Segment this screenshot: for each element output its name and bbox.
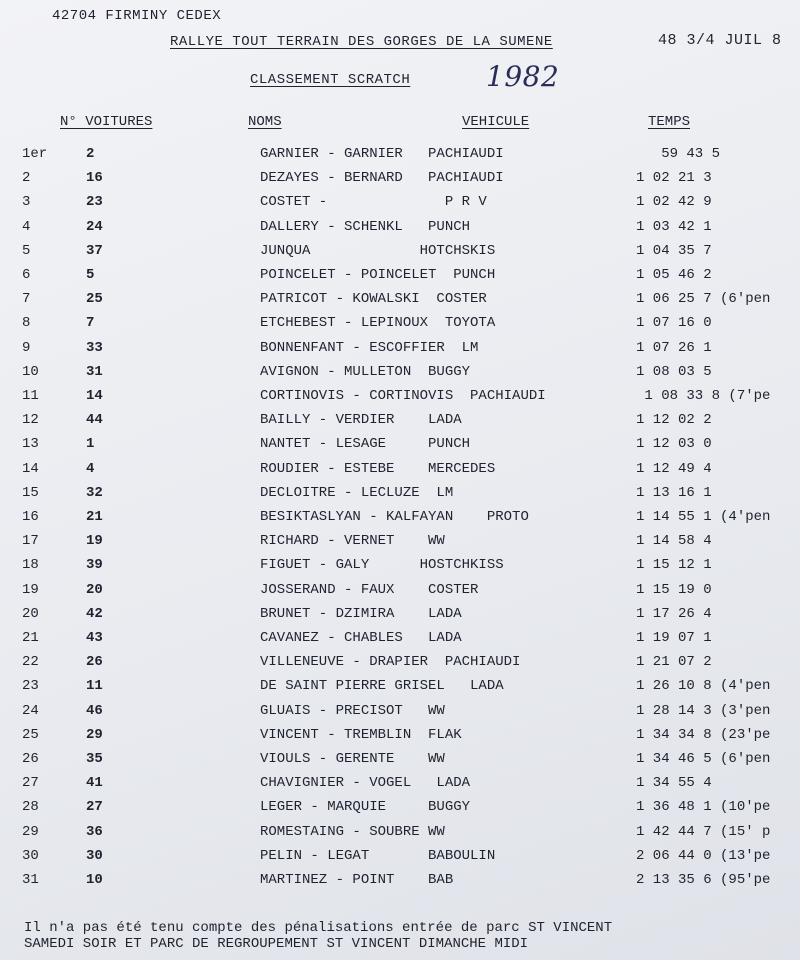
crew-vehicle-cell: LEGER - MARQUIE BUGGY — [260, 799, 471, 816]
rank-cell: 3 — [22, 194, 31, 211]
rank-cell: 27 — [22, 775, 39, 792]
rank-cell: 17 — [22, 533, 39, 550]
crew-vehicle-cell: JOSSERAND - FAUX COSTER — [260, 581, 479, 598]
time-cell: 1 05 46 2 — [636, 267, 712, 283]
time-cell: 1 42 44 7 (15' p — [636, 823, 771, 840]
crew-vehicle-cell: FIGUET - GALY HOSTCHKISS — [260, 557, 504, 574]
table-row — [0, 436, 800, 460]
column-header-temps: TEMPS — [648, 114, 691, 130]
table-row — [0, 775, 800, 799]
car-number-cell: 27 — [86, 799, 103, 816]
crew-vehicle-cell: CAVANEZ - CHABLES LADA — [260, 630, 462, 646]
rank-cell: 19 — [22, 581, 39, 598]
crew-vehicle-cell: NANTET - LESAGE PUNCH — [260, 436, 471, 453]
rank-cell: 11 — [22, 388, 39, 404]
rank-cell: 13 — [22, 436, 39, 453]
table-row — [0, 824, 800, 848]
table-row — [0, 170, 800, 194]
crew-vehicle-cell: CHAVIGNIER - VOGEL LADA — [260, 775, 471, 792]
address: 42704 FIRMINY CEDEX — [52, 8, 222, 24]
table-row — [0, 388, 800, 412]
rank-cell: 22 — [22, 654, 39, 671]
time-cell: 2 13 35 6 (95'pe — [636, 872, 771, 888]
rank-cell: 25 — [22, 726, 39, 743]
car-number-cell: 21 — [86, 509, 103, 525]
car-number-cell: 39 — [86, 557, 103, 574]
table-row — [0, 194, 800, 218]
car-number-cell: 29 — [86, 726, 103, 743]
rank-cell: 29 — [22, 823, 39, 840]
time-cell: 1 13 16 1 — [636, 484, 712, 501]
rank-cell: 31 — [22, 872, 39, 888]
rank-cell: 23 — [22, 678, 39, 695]
rank-cell: 28 — [22, 799, 39, 816]
table-row — [0, 703, 800, 727]
column-header-vehicule: VEHICULE — [462, 114, 530, 130]
car-number-cell: 16 — [86, 170, 103, 187]
time-cell: 1 12 03 0 — [636, 436, 712, 453]
time-cell: 1 07 16 0 — [636, 315, 712, 332]
rank-cell: 30 — [22, 847, 39, 864]
time-cell: 1 14 55 1 (4'pen — [636, 509, 771, 525]
car-number-cell: 14 — [86, 388, 103, 404]
footer-note-line-2: SAMEDI SOIR ET PARC DE REGROUPEMENT ST VINCENT DIMANCHE MIDI — [24, 936, 529, 952]
handwritten-year: 1982 — [486, 60, 560, 93]
crew-vehicle-cell: POINCELET - POINCELET PUNCH — [260, 267, 496, 283]
table-row — [0, 582, 800, 606]
crew-vehicle-cell: DEZAYES - BERNARD PACHIAUDI — [260, 170, 504, 187]
table-row — [0, 461, 800, 485]
crew-vehicle-cell: CORTINOVIS - CORTINOVIS PACHIAUDI — [260, 388, 546, 404]
car-number-cell: 32 — [86, 484, 103, 501]
crew-vehicle-cell: DECLOITRE - LECLUZE LM — [260, 484, 454, 501]
time-cell: 1 28 14 3 (3'pen — [636, 702, 771, 719]
car-number-cell: 35 — [86, 751, 103, 767]
crew-vehicle-cell: ETCHEBEST - LEPINOUX TOYOTA — [260, 315, 496, 332]
car-number-cell: 36 — [86, 823, 103, 840]
time-cell: 1 34 46 5 (6'pen — [636, 751, 771, 767]
time-cell: 1 12 49 4 — [636, 460, 712, 477]
crew-vehicle-cell: BONNENFANT - ESCOFFIER LM — [260, 339, 479, 356]
car-number-cell: 37 — [86, 242, 103, 259]
table-row — [0, 340, 800, 364]
table-row — [0, 364, 800, 388]
rank-cell: 12 — [22, 412, 39, 429]
crew-vehicle-cell: AVIGNON - MULLETON BUGGY — [260, 363, 471, 380]
car-number-cell: 44 — [86, 412, 103, 429]
time-cell: 1 12 02 2 — [636, 412, 712, 429]
crew-vehicle-cell: RICHARD - VERNET WW — [260, 533, 445, 550]
car-number-cell: 26 — [86, 654, 103, 671]
crew-vehicle-cell: ROUDIER - ESTEBE MERCEDES — [260, 460, 496, 477]
table-row — [0, 267, 800, 291]
car-number-cell: 4 — [86, 460, 95, 477]
column-header-voitures: N° VOITURES — [60, 114, 153, 130]
crew-vehicle-cell: DALLERY - SCHENKL PUNCH — [260, 218, 471, 235]
crew-vehicle-cell: DE SAINT PIERRE GRISEL LADA — [260, 678, 504, 695]
rank-cell: 16 — [22, 509, 39, 525]
event-date: 48 3/4 JUIL 8 — [658, 32, 782, 49]
rank-cell: 24 — [22, 702, 39, 719]
rank-cell: 10 — [22, 363, 39, 380]
rank-cell: 8 — [22, 315, 31, 332]
crew-vehicle-cell: MARTINEZ - POINT BAB — [260, 872, 454, 888]
table-row — [0, 243, 800, 267]
crew-vehicle-cell: GLUAIS - PRECISOT WW — [260, 702, 445, 719]
time-cell: 1 34 34 8 (23'pe — [636, 726, 771, 743]
rank-cell: 6 — [22, 267, 31, 283]
rank-cell: 2 — [22, 170, 31, 187]
time-cell: 1 17 26 4 — [636, 605, 712, 622]
crew-vehicle-cell: BESIKTASLYAN - KALFAYAN PROTO — [260, 509, 529, 525]
table-row — [0, 509, 800, 533]
car-number-cell: 2 — [86, 146, 95, 162]
time-cell: 1 36 48 1 (10'pe — [636, 799, 771, 816]
table-row — [0, 606, 800, 630]
table-row — [0, 630, 800, 654]
time-cell: 1 21 07 2 — [636, 654, 712, 671]
rank-cell: 18 — [22, 557, 39, 574]
footer-note-line-1: Il n'a pas été tenu compte des pénalisations entrée de parc ST VINCENT — [24, 920, 613, 936]
table-row — [0, 315, 800, 339]
crew-vehicle-cell: PATRICOT - KOWALSKI COSTER — [260, 291, 487, 308]
table-row — [0, 557, 800, 581]
rank-cell: 15 — [22, 484, 39, 501]
car-number-cell: 23 — [86, 194, 103, 211]
crew-vehicle-cell: ROMESTAING - SOUBRE WW — [260, 823, 445, 840]
time-cell: 1 02 42 9 — [636, 194, 712, 211]
car-number-cell: 43 — [86, 630, 103, 646]
table-row — [0, 727, 800, 751]
table-row — [0, 799, 800, 823]
car-number-cell: 1 — [86, 436, 95, 453]
crew-vehicle-cell: VIOULS - GERENTE WW — [260, 751, 445, 767]
time-cell: 2 06 44 0 (13'pe — [636, 847, 771, 864]
rank-cell: 14 — [22, 460, 39, 477]
table-row — [0, 291, 800, 315]
crew-vehicle-cell: BRUNET - DZIMIRA LADA — [260, 605, 462, 622]
crew-vehicle-cell: VILLENEUVE - DRAPIER PACHIAUDI — [260, 654, 521, 671]
car-number-cell: 33 — [86, 339, 103, 356]
time-cell: 1 03 42 1 — [636, 218, 712, 235]
car-number-cell: 10 — [86, 872, 103, 888]
time-cell: 1 34 55 4 — [636, 775, 712, 792]
time-cell: 1 06 25 7 (6'pen — [636, 291, 771, 308]
crew-vehicle-cell: PELIN - LEGAT BABOULIN — [260, 847, 496, 864]
time-cell: 1 02 21 3 — [636, 170, 712, 187]
time-cell: 1 15 12 1 — [636, 557, 712, 574]
time-cell: 1 08 03 5 — [636, 363, 712, 380]
table-row — [0, 848, 800, 872]
car-number-cell: 24 — [86, 218, 103, 235]
time-cell: 1 04 35 7 — [636, 242, 712, 259]
table-row — [0, 146, 800, 170]
car-number-cell: 31 — [86, 363, 103, 380]
rank-cell: 26 — [22, 751, 39, 767]
rank-cell: 20 — [22, 605, 39, 622]
event-title: RALLYE TOUT TERRAIN DES GORGES DE LA SUMENE — [170, 34, 553, 50]
crew-vehicle-cell: JUNQUA HOTCHSKIS — [260, 242, 496, 259]
car-number-cell: 25 — [86, 291, 103, 308]
classification-title: CLASSEMENT SCRATCH — [250, 72, 411, 88]
car-number-cell: 5 — [86, 267, 95, 283]
car-number-cell: 7 — [86, 315, 95, 332]
rank-cell: 21 — [22, 630, 39, 646]
rank-cell: 9 — [22, 339, 31, 356]
time-cell: 1 14 58 4 — [636, 533, 712, 550]
table-row — [0, 654, 800, 678]
time-cell: 1 15 19 0 — [636, 581, 712, 598]
rank-cell: 4 — [22, 218, 31, 235]
car-number-cell: 46 — [86, 702, 103, 719]
table-row — [0, 872, 800, 896]
rank-cell: 1er — [22, 146, 48, 162]
crew-vehicle-cell: VINCENT - TREMBLIN FLAK — [260, 726, 462, 743]
car-number-cell: 11 — [86, 678, 103, 695]
car-number-cell: 20 — [86, 581, 103, 598]
time-cell: 1 07 26 1 — [636, 339, 712, 356]
car-number-cell: 42 — [86, 605, 103, 622]
table-row — [0, 678, 800, 702]
car-number-cell: 41 — [86, 775, 103, 792]
car-number-cell: 30 — [86, 847, 103, 864]
table-row — [0, 533, 800, 557]
car-number-cell: 19 — [86, 533, 103, 550]
rank-cell: 7 — [22, 291, 31, 308]
time-cell: 1 26 10 8 (4'pen — [636, 678, 771, 695]
crew-vehicle-cell: GARNIER - GARNIER PACHIAUDI — [260, 146, 504, 162]
table-row — [0, 412, 800, 436]
table-row — [0, 751, 800, 775]
table-row — [0, 219, 800, 243]
column-header-noms: NOMS — [248, 114, 282, 130]
time-cell: 59 43 5 — [636, 146, 721, 162]
time-cell: 1 08 33 8 (7'pe — [636, 388, 771, 404]
rank-cell: 5 — [22, 242, 31, 259]
crew-vehicle-cell: COSTET - P R V — [260, 194, 487, 211]
time-cell: 1 19 07 1 — [636, 630, 712, 646]
crew-vehicle-cell: BAILLY - VERDIER LADA — [260, 412, 462, 429]
table-row — [0, 485, 800, 509]
